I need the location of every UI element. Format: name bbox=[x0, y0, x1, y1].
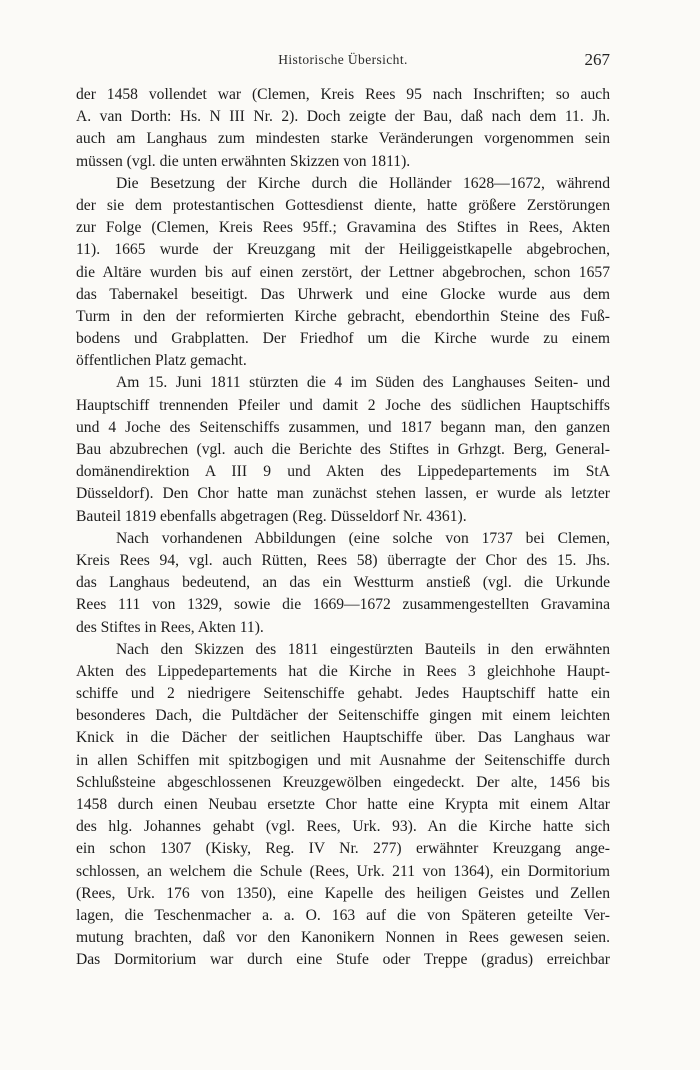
text-line: der 1458 vollendet war (Clemen, Kreis Rees 95 nach Inschriften; so auch bbox=[76, 86, 610, 103]
page-header bbox=[76, 52, 610, 76]
text-line: der sie dem protestantischen Gottesdienst diente, hatte größere Zerstörungen bbox=[76, 196, 610, 214]
text-line: schiffe und 2 niedrigere Seitenschiffe gehabt. Jedes Hauptschiff hatte ein bbox=[76, 685, 610, 703]
text-line: Am 15. Juni 1811 stürzten die 4 im Süden des Langhauses Seiten- und bbox=[116, 374, 610, 392]
text-line: auch am Langhaus zum mindesten starke Veränderungen vorgenommen sein bbox=[76, 130, 610, 148]
text-line: und 4 Joche des Seitenschiffs zusammen, und 1817 begann man, den ganzen bbox=[76, 418, 610, 436]
text-line: zur Folge (Clemen, Kreis Rees 95ff.; Gravamina des Stiftes in Rees, Akten bbox=[76, 219, 610, 237]
text-line: Düsseldorf). Den Chor hatte man zunächst stehen lassen, er wurde als letzter bbox=[76, 485, 610, 503]
page-number: 267 bbox=[584, 50, 610, 69]
text-line: ein schon 1307 (Kisky, Reg. IV Nr. 277) erwähnter Kreuzgang ange- bbox=[76, 840, 610, 858]
text-line: Rees 111 von 1329, sowie die 1669—1672 zusammengestellten Gravamina bbox=[76, 596, 610, 614]
text-line: Knick in die Dächer der seitlichen Hauptschiffe über. Das Langhaus war bbox=[76, 729, 610, 747]
running-title: Historische Übersicht. bbox=[278, 52, 408, 67]
text-line: lagen, die Teschenmacher a. a. O. 163 auf die von Späteren geteilte Ver- bbox=[76, 906, 610, 924]
text-line: besonderes Dach, die Pultdächer der Seitenschiffe gingen mit einem leichten bbox=[76, 707, 610, 725]
text-line: Kreis Rees 94, vgl. auch Rütten, Rees 58) überragte der Chor des 15. Jhs. bbox=[76, 551, 610, 569]
body-text bbox=[76, 84, 610, 972]
text-line: die Altäre wurden bis auf einen zerstört, der Lettner abgebrochen, schon 1657 bbox=[76, 263, 610, 281]
text-line: Bauteil 1819 ebenfalls abgetragen (Reg. Düsseldorf Nr. 4361). bbox=[76, 507, 467, 525]
text-line: Die Besetzung der Kirche durch die Holländer 1628—1672, während bbox=[116, 174, 610, 192]
text-line: A. van Dorth: Hs. N III Nr. 2). Doch zeigte der Bau, daß nach dem 11. Jh. bbox=[76, 108, 610, 126]
text-line: öffentlichen Platz gemacht. bbox=[76, 352, 247, 370]
text-line: Nach vorhandenen Abbildungen (eine solche von 1737 bei Clemen, bbox=[116, 529, 610, 547]
text-line: bodens und Grabplatten. Der Friedhof um die Kirche wurde zu einem bbox=[76, 330, 610, 348]
text-line: müssen (vgl. die unten erwähnten Skizzen von 1811). bbox=[76, 152, 411, 170]
text-line: Schlußsteine abgeschlossenen Kreuzgewölben eingedeckt. Der alte, 1456 bis bbox=[76, 773, 610, 791]
text-line: Turm in den der reformierten Kirche gebracht, ebendorthin Steine des Fuß- bbox=[76, 307, 610, 325]
text-line: das Langhaus bedeutend, an das ein Westturm anstieß (vgl. die Urkunde bbox=[76, 574, 610, 592]
text-line: des Stiftes in Rees, Akten 11). bbox=[76, 618, 264, 636]
text-line: des hlg. Johannes gehabt (vgl. Rees, Urk. 93). An die Kirche hatte sich bbox=[76, 818, 610, 836]
text-line: schlossen, an welchem die Schule (Rees, Urk. 211 von 1364), ein Dormitorium bbox=[76, 862, 610, 880]
text-line: Bau abzubrechen (vgl. auch die Berichte des Stiftes in Grhzgt. Berg, General- bbox=[76, 441, 610, 458]
text-line: domänendirektion A III 9 und Akten des Lippedepartements im StA bbox=[76, 463, 610, 481]
text-line: mutung brachten, daß vor den Kanonikern Nonnen in Rees gewesen seien. bbox=[76, 929, 610, 947]
text-line: Das Dormitorium war durch eine Stufe oder Treppe (gradus) erreichbar bbox=[76, 951, 610, 969]
text-line: Hauptschiff trennenden Pfeiler und damit 2 Joche des südlichen Hauptschiffs bbox=[76, 396, 610, 414]
text-line: (Rees, Urk. 176 von 1350), eine Kapelle des heiligen Geistes und Zellen bbox=[76, 884, 610, 902]
text-line: Nach den Skizzen des 1811 eingestürzten Bauteils in den erwähnten bbox=[116, 640, 610, 658]
text-line: Akten des Lippedepartements hat die Kirche in Rees 3 gleichhohe Haupt- bbox=[76, 662, 610, 680]
text-line: das Tabernakel beseitigt. Das Uhrwerk und eine Glocke wurde aus dem bbox=[76, 285, 610, 303]
text-line: 11). 1665 wurde der Kreuzgang mit der Heiliggeistkapelle abgebrochen, bbox=[76, 241, 610, 259]
text-line: in allen Schiffen mit spitzbogigen und mit Ausnahme der Seitenschiffe durch bbox=[76, 751, 610, 769]
text-line: 1458 durch einen Neubau ersetzte Chor hatte eine Krypta mit einem Altar bbox=[76, 796, 610, 813]
